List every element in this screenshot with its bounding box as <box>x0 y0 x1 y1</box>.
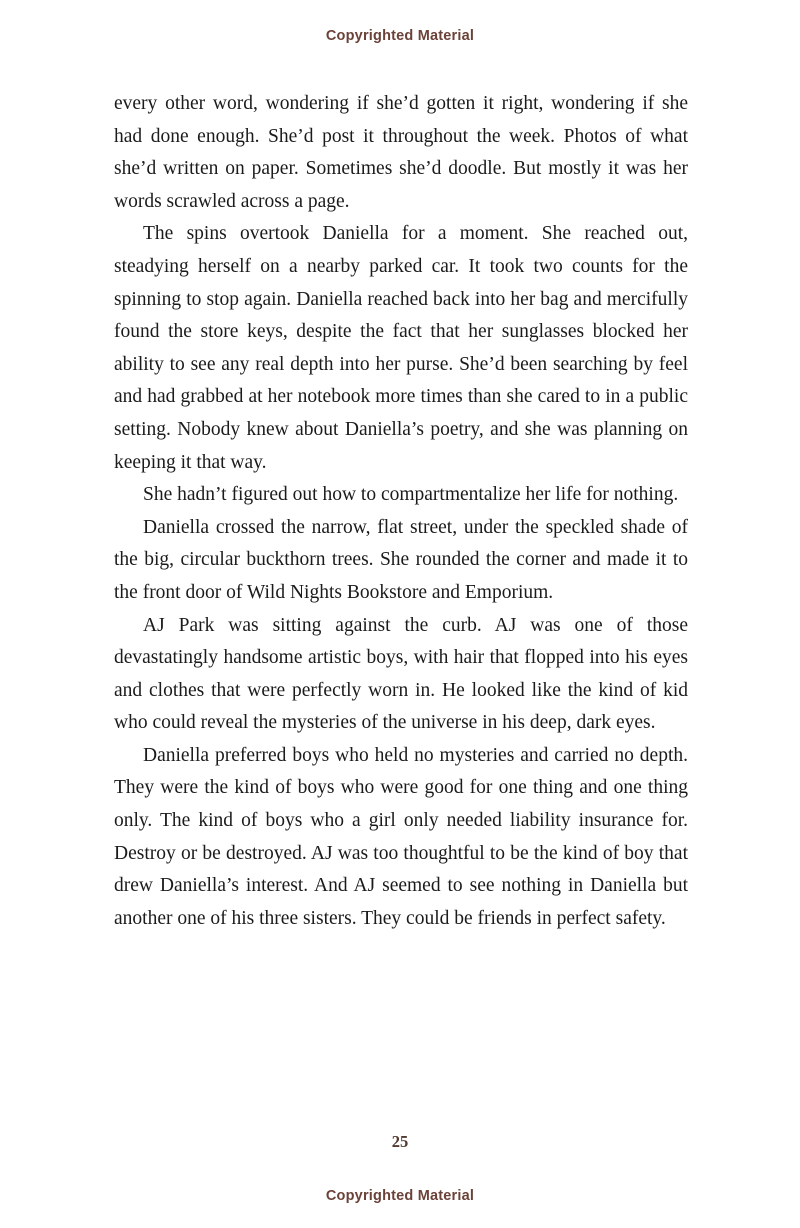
body-text <box>114 88 688 935</box>
paragraph: every other word, wondering if she’d gotten it right, wondering if she had done enough. She’d post it throughout the week. Photos of what she’d written on paper. Sometimes she’d doodle. But mostly it was her words scrawled across a page. <box>114 93 688 212</box>
paragraph: She hadn’t figured out how to compartmentalize her life for nothing. <box>143 484 679 506</box>
copyright-notice-top: Copyrighted Material <box>325 28 475 44</box>
paragraph: Daniella crossed the narrow, flat street, under the speckled shade of the big, circular buckthorn trees. She rounded the corner and made it to the front door of Wild Nights Bookstore and Emporium. <box>114 516 688 603</box>
paragraph: The spins overtook Daniella for a moment. She reached out, steadying herself on a nearby parked car. It took two counts for the spinning to stop again. Daniella reached back into her bag and mercifully found the store keys, despite the fact that her sunglasses blocked her ability to see any real depth into her purse. She’d been searching by feel and had grabbed at her notebook more times than she cared to in a public setting. Nobody knew about Daniella’s poetry, and she was planning on keeping it that way. <box>114 223 688 473</box>
page-number: 25 <box>391 1132 409 1151</box>
copyright-notice-bottom: Copyrighted Material <box>325 1188 475 1204</box>
paragraph: AJ Park was sitting against the curb. AJ was one of those devastatingly handsome artistic boys, with hair that flopped into his eyes and clothes that were perfectly worn in. He looked like the kind of kid who could reveal the mysteries of the universe in his deep, dark eyes. <box>114 614 688 734</box>
paragraph: Daniella preferred boys who held no mysteries and carried no depth. They were the kind of boys who were good for one thing and one thing only. The kind of boys who a girl only needed liability insurance for. Destroy or be destroyed. AJ was too thoughtful to be the kind of boy that drew Daniella’s interest. And AJ seemed to see nothing in Daniella but another one of his three sisters. They could be friends in perfect safety. <box>114 744 688 929</box>
